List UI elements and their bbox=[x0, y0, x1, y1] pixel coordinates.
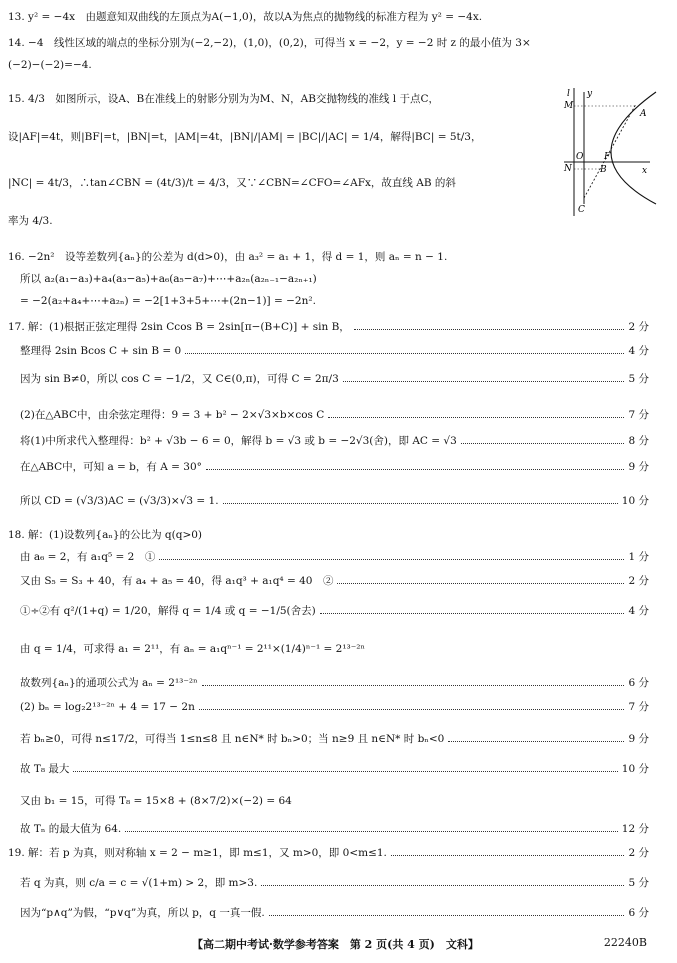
step-score: 6 分 bbox=[628, 677, 649, 689]
q14-line-2: (−2)−(−2)=−4. bbox=[8, 59, 92, 71]
q18-step bbox=[0, 604, 677, 618]
line-ab bbox=[584, 104, 636, 198]
label-a: A bbox=[640, 109, 647, 119]
leader-dots bbox=[199, 701, 625, 710]
label-o: O bbox=[576, 152, 584, 162]
q18-step bbox=[0, 822, 677, 836]
leader-dots bbox=[354, 321, 625, 330]
q17-step bbox=[0, 320, 677, 334]
leader-dots bbox=[185, 345, 624, 354]
step-score: 2 分 bbox=[628, 847, 649, 859]
label-n: N bbox=[564, 164, 572, 174]
q16-line-1: 16. −2n² 设等差数列{aₙ}的公差为 d(d>0)，由 a₃² = a₁ + 1，得 d = 1，则 aₙ = n − 1. bbox=[8, 251, 448, 263]
leader-dots bbox=[269, 907, 625, 916]
step-text: (2)在△ABC中，由余弦定理得：9 = 3 + b² − 2×√3×b×cos C bbox=[20, 409, 325, 421]
step-score: 10 分 bbox=[621, 495, 649, 507]
step-text: ①÷②有 q²/(1+q) = 1/20，解得 q = 1/4 或 q = −1/5(舍去) bbox=[20, 605, 316, 617]
q17-step bbox=[0, 460, 677, 474]
label-y: y bbox=[587, 89, 593, 99]
step-text: (2) bₙ = log₂2¹³⁻²ⁿ + 4 = 17 − 2n bbox=[20, 701, 195, 713]
q18-step bbox=[0, 550, 677, 564]
q17-step bbox=[0, 494, 677, 508]
leader-dots bbox=[328, 409, 624, 418]
step-score: 2 分 bbox=[628, 575, 649, 587]
leader-dots bbox=[461, 435, 625, 444]
label-l: l bbox=[567, 89, 570, 99]
q18-step bbox=[0, 762, 677, 776]
q18-step bbox=[0, 700, 677, 714]
step-text: 由 a₆ = 2，有 a₁q⁵ = 2 ① bbox=[20, 551, 156, 563]
label-x: x bbox=[642, 166, 648, 176]
q18-step bbox=[0, 676, 677, 690]
step-score: 5 分 bbox=[628, 877, 649, 889]
leader-dots bbox=[159, 551, 624, 560]
q18-step bbox=[0, 574, 677, 588]
step-score: 5 分 bbox=[628, 373, 649, 385]
step-score: 2 分 bbox=[628, 321, 649, 333]
step-score: 1 分 bbox=[628, 551, 649, 563]
leader-dots bbox=[343, 373, 625, 382]
step-text: 故 Tₙ 的最大值为 64. bbox=[20, 823, 122, 835]
parabola-figure bbox=[560, 86, 660, 221]
step-score: 7 分 bbox=[628, 409, 649, 421]
q16-line-3: = −2(a₂+a₄+⋯+a₂ₙ) = −2[1+3+5+⋯+(2n−1)] = −2n². bbox=[20, 295, 316, 307]
step-text: 在△ABC中，可知 a = b，有 A = 30° bbox=[20, 461, 202, 473]
step-text: 因为 sin B≠0，所以 cos C = −1/2，又 C∈(0,π)，可得 C = 2π/3 bbox=[20, 373, 339, 385]
footer-title: 【高二期中考试·数学参考答案 第 2 页(共 4 页) 文科】 bbox=[192, 938, 479, 951]
step-score: 10 分 bbox=[621, 763, 649, 775]
leader-dots bbox=[223, 495, 618, 504]
leader-dots bbox=[73, 763, 617, 772]
leader-dots bbox=[261, 877, 624, 886]
q15-line-4: 率为 4/3. bbox=[8, 215, 53, 227]
step-text: 将(1)中所求代入整理得：b² + √3b − 6 = 0，解得 b = √3 或 b = −2√3(舍)，即 AC = √3 bbox=[20, 435, 457, 447]
step-text: 19. 解：若 p 为真，则对称轴 x = 2 − m≥1，即 m≤1，又 m>0，即 0<m≤1. bbox=[8, 847, 387, 859]
step-text: 整理得 2sin Bcos C + sin B = 0 bbox=[20, 345, 182, 357]
step-score: 4 分 bbox=[628, 605, 649, 617]
q17-step bbox=[0, 434, 677, 448]
leader-dots bbox=[206, 461, 625, 470]
step-text: 17. 解：(1)根据正弦定理得 2sin Ccos B = 2sin[π−(B+C)] + sin B， bbox=[8, 321, 350, 333]
q15-line-3: |NC| = 4t/3，∴tan∠CBN = (4t/3)/t = 4/3，又∵∠CBN=∠CFO=∠AFx，故直线 AB 的斜 bbox=[8, 177, 456, 189]
leader-dots bbox=[391, 847, 625, 856]
q14-line-1: 14. −4 线性区域的端点的坐标分别为(−2,−2)，(1,0)，(0,2)，可得当 x = −2，y = −2 时 z 的最小值为 3× bbox=[8, 37, 531, 49]
leader-dots bbox=[202, 677, 625, 686]
step-score: 9 分 bbox=[628, 733, 649, 745]
step-score: 9 分 bbox=[628, 461, 649, 473]
step-score: 6 分 bbox=[628, 907, 649, 919]
step-score: 7 分 bbox=[628, 701, 649, 713]
label-f: F bbox=[604, 152, 611, 162]
q15-line-2: 设|AF|=4t，则|BF|=t，|BN|=t，|AM|=4t，|BN|/|AM| = |BC|/|AC| = 1/4，解得|BC| = 5t/3， bbox=[8, 131, 482, 143]
step-text: 故数列{aₙ}的通项公式为 aₙ = 2¹³⁻²ⁿ bbox=[20, 677, 198, 689]
step-text: 所以 CD = (√3/3)AC = (√3/3)×√3 = 1. bbox=[20, 495, 219, 507]
footer-code: 22240B bbox=[603, 936, 647, 949]
step-text: 又由 S₅ = S₃ + 40，有 a₄ + a₅ = 40，得 a₁q³ + a₁q⁴ = 40 ② bbox=[20, 575, 334, 587]
step-text: 若 bₙ≥0，可得 n≤17/2，可得当 1≤n≤8 且 n∈N* 时 bₙ>0；当 n≥9 且 n∈N* 时 bₙ<0 bbox=[20, 733, 445, 745]
step-score: 12 分 bbox=[621, 823, 649, 835]
leader-dots bbox=[125, 823, 618, 832]
q19-step bbox=[0, 846, 677, 860]
q16-line-2: 所以 a₂(a₁−a₃)+a₄(a₃−a₅)+a₆(a₅−a₇)+⋯+a₂ₙ(a₂ₙ₋₁−a₂ₙ₊₁) bbox=[20, 273, 317, 285]
q19-step bbox=[0, 876, 677, 890]
q18-step: 由 q = 1/4，可求得 a₁ = 2¹¹，有 aₙ = a₁qⁿ⁻¹ = 2¹¹×(1/4)ⁿ⁻¹ = 2¹³⁻²ⁿ bbox=[20, 643, 366, 655]
q15-line-1: 15. 4/3 如图所示，设A、B在准线上的射影分别为为M、N，AB交抛物线的准线 l 于点C， bbox=[8, 93, 440, 105]
step-text: 故 T₈ 最大 bbox=[20, 763, 70, 775]
label-c: C bbox=[578, 205, 585, 215]
step-score: 4 分 bbox=[628, 345, 649, 357]
step-text: 因为“p∧q”为假，“p∨q”为真，所以 p，q 一真一假. bbox=[20, 907, 265, 919]
q17-step bbox=[0, 408, 677, 422]
label-b: B bbox=[600, 165, 607, 175]
parabola-curve bbox=[611, 92, 656, 204]
label-m: M bbox=[564, 101, 574, 111]
leader-dots bbox=[337, 575, 624, 584]
q19-step bbox=[0, 906, 677, 920]
q13-line: 13. y² = −4x 由题意知双曲线的左顶点为A(−1,0)，故以A为焦点的抛物线的标准方程为 y² = −4x. bbox=[8, 11, 483, 23]
q18-step: 又由 b₁ = 15，可得 T₈ = 15×8 + (8×7/2)×(−2) = 64 bbox=[20, 795, 292, 807]
q17-step bbox=[0, 372, 677, 386]
q18-step: 18. 解：(1)设数列{aₙ}的公比为 q(q>0) bbox=[8, 529, 203, 541]
leader-dots bbox=[448, 733, 624, 742]
step-score: 8 分 bbox=[628, 435, 649, 447]
leader-dots bbox=[320, 605, 625, 614]
step-text: 若 q 为真，则 c/a = c = √(1+m) > 2，即 m>3. bbox=[20, 877, 258, 889]
q17-step bbox=[0, 344, 677, 358]
q18-step bbox=[0, 732, 677, 746]
